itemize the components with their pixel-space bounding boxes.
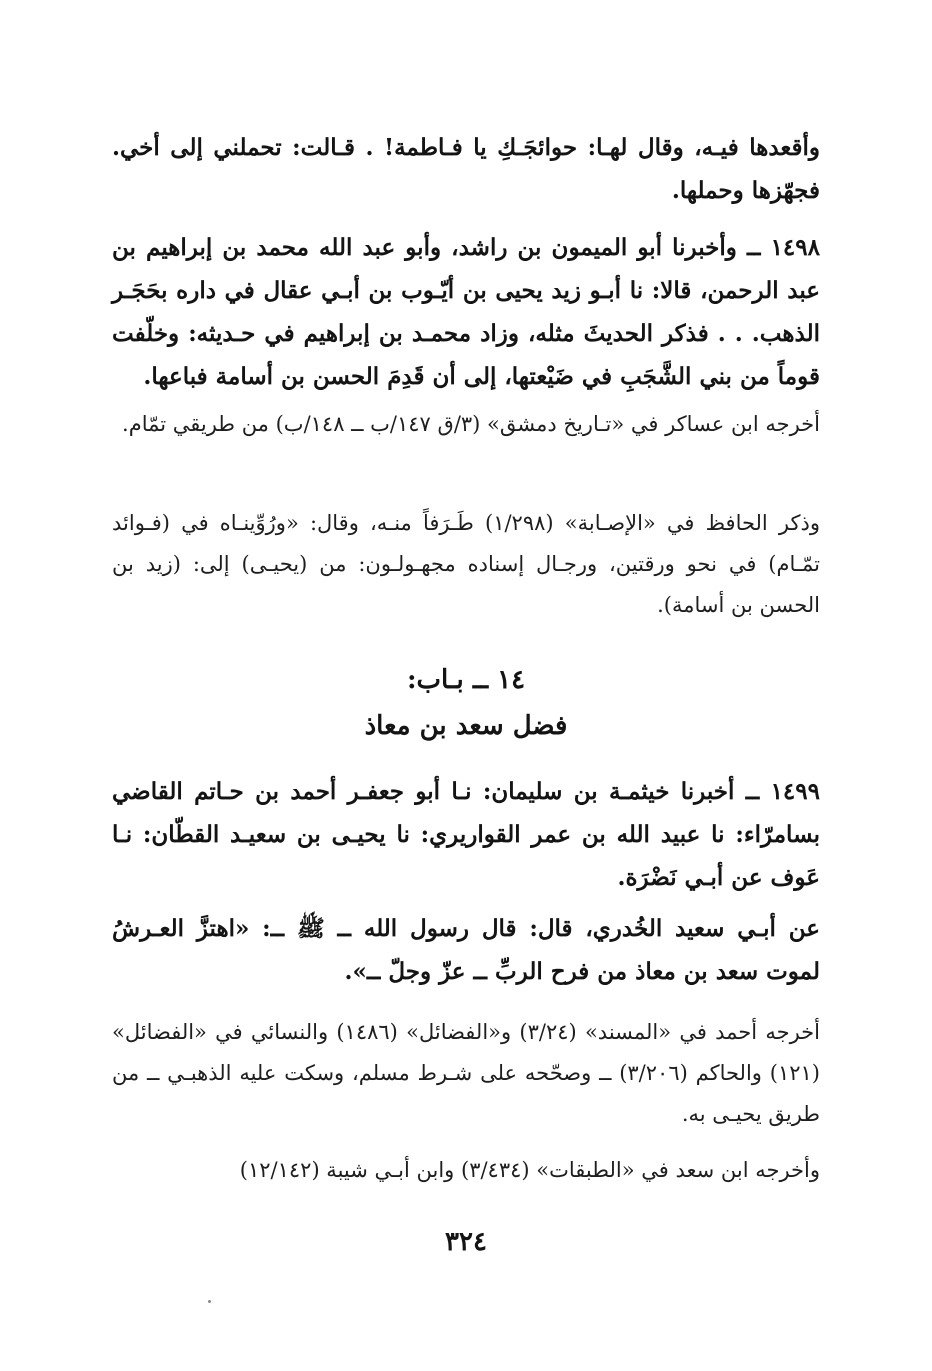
- takhrij-1499-ibn-saad: وأخرجه ابن سعد في «الطبقات» (٣/٤٣٤) وابن أبـي شيبة (١٢/١٤٢): [239, 1158, 820, 1182]
- takhrij-1498-isaba: وذكر الحافظ في «الإصـابة» (١/٢٩٨) طَـرَفاً منـه، وقال: «ورُوِّينـاه في (فـوائد تمّـام) في نحو ورقتين، ورجـال إسناده مجهـولـون: من (يحيـى) إلى: (زيد بن الحسن بن أسامة).: [112, 511, 820, 617]
- paragraph-narration-end: وأقعدها فيـه، وقال لهـا: حوائجَـكِ يا فـاطمة! . قـالت: تحملني إلى أخي. فجهّزها وحملها.: [112, 134, 820, 204]
- scan-speck: [208, 1300, 211, 1303]
- chapter-title: فضل سعد بن معاذ: [364, 711, 568, 741]
- takhrij-1499-ahmad: أخرجه أحمد في «المسند» (٣/٢٤) و«الفضائل» (١٤٨٦) والنسائي في «الفضائل» (١٢١) والحاكم (٣/٢٠٦) ــ وصحّحه على شـرط مسلم، وسكت عليه الذهبـي ــ من طريق يحيـى به.: [112, 1020, 820, 1126]
- hadith-1499-matn: عن أبـي سعيد الخُدري، قال: قال رسول الله ــ ﷺ ــ: «اهتزَّ العـرشُ لموت سعد بن معاذ من فرح الربِّ ــ عزّ وجلّ ــ».: [112, 915, 820, 985]
- page-number: ٣٢٤: [445, 1227, 487, 1257]
- takhrij-1498-ibn-asakir: أخرجه ابن عساكر في «تـاريخ دمشق» (٣/ق ١٤٧/ب ــ ١٤٨/ب) من طريقي تمّام.: [122, 412, 820, 436]
- hadith-1498: ١٤٩٨ ــ وأخبرنا أبو الميمون بن راشد، وأبو عبد الله محمد بن إبراهيم بن عبد الرحمن، قالا: نا أبـو زيد يحيى بن أيّـوب بن أبـي عقال في داره بحَجَـر الذهب. . . فذكر الحديثَ مثله، وزاد محمـد بن إبراهيم في حـديثه: وخلّفت قوماً من بني الشَّجَبِ في ضَيْعتها، إلى أن قَدِمَ الحسن بن أسامة فباعها.: [112, 234, 820, 390]
- chapter-heading: ١٤ ــ بـاب:: [406, 665, 526, 695]
- hadith-1499-isnad: ١٤٩٩ ــ أخبرنا خيثمـة بن سليمان: نـا أبو جعفـر أحمد بن حـاتم القاضي بسامرّاء: نا عبيد الله بن عمر القواريري: نا يحيـى بن سعيـد القطّان: نـا عَوف عن أبـي نَضْرَة.: [112, 778, 820, 891]
